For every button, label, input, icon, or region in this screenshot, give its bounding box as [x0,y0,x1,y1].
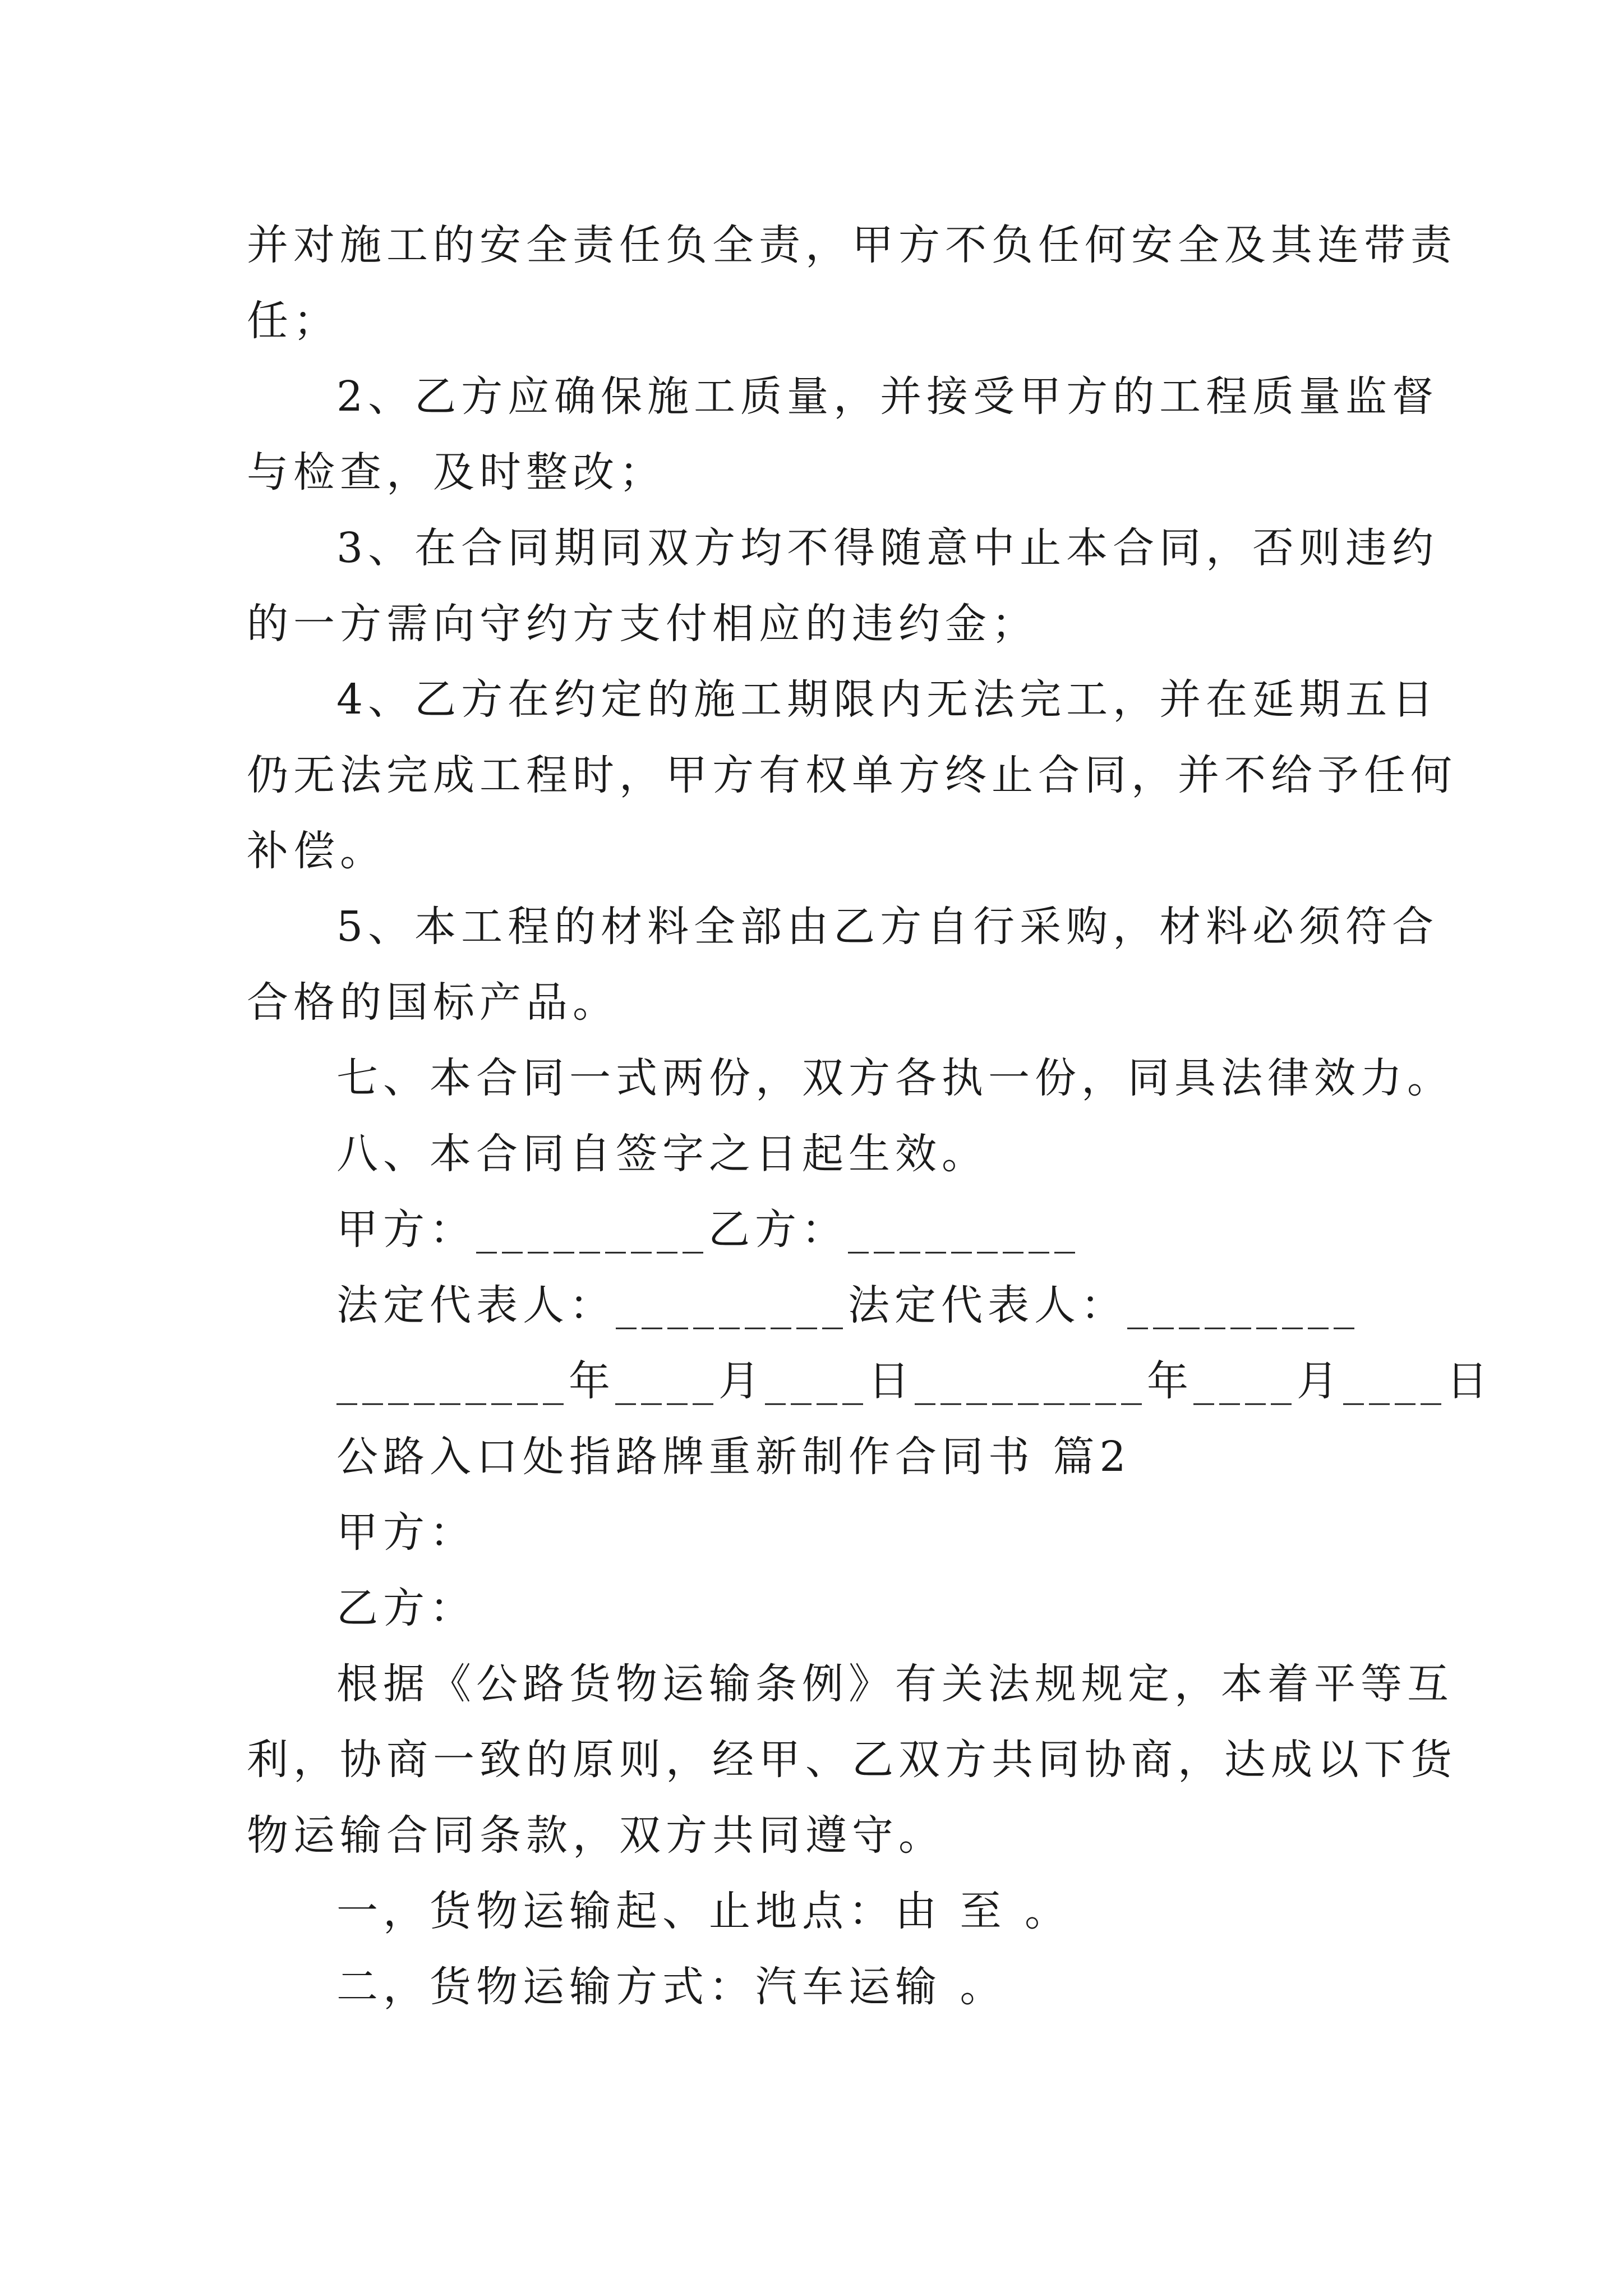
party-a-label: 甲方： [336,1508,476,1557]
text-line: 任； [247,297,340,345]
signature-line: 甲方：_________乙方：_________ [336,1205,1080,1254]
text-line: 利，协商一致的原则，经甲、乙双方共同协商，达成以下货 [247,1736,1457,1784]
text-line: 4、乙方在约定的施工期限内无法完工，并在延期五日 [336,675,1439,724]
text-line: 并对施工的安全责任负全责，甲方不负任何安全及其连带责 [247,221,1457,269]
text-line: 补偿。 [247,827,386,875]
text-line: 的一方需向守约方支付相应的违约金； [247,600,1038,648]
section-title: 公路入口处指路牌重新制作合同书 篇2 [336,1433,1131,1481]
text-line: 5、本工程的材料全部由乙方自行采购，材料必须符合 [336,903,1439,951]
text-line: 八、本合同自签字之日起生效。 [336,1130,988,1178]
date-line: _________年____月____日_________年____月____日 [336,1357,1493,1405]
text-line: 七、本合同一式两份，双方各执一份，同具法律效力。 [336,1054,1454,1102]
signature-line: 法定代表人：_________法定代表人：_________ [336,1281,1359,1329]
text-line: 仍无法完成工程时，甲方有权单方终止合同，并不给予任何 [247,751,1457,799]
text-line: 二，货物运输方式：汽车运输 。 [336,1963,1007,2011]
text-line: 根据《公路货物运输条例》有关法规规定，本着平等互 [336,1660,1454,1708]
text-line: 3、在合同期同双方均不得随意中止本合同，否则违约 [336,524,1439,572]
text-line: 物运输合同条款，双方共同遵守。 [247,1811,945,1860]
text-line: 合格的国标产品。 [247,978,619,1027]
text-line: 一，货物运输起、止地点：由 至 。 [336,1887,1072,1935]
text-line: 2、乙方应确保施工质量，并接受甲方的工程质量监督 [336,372,1439,421]
party-b-label: 乙方： [336,1584,476,1632]
text-line: 与检查，及时整改； [247,448,666,496]
